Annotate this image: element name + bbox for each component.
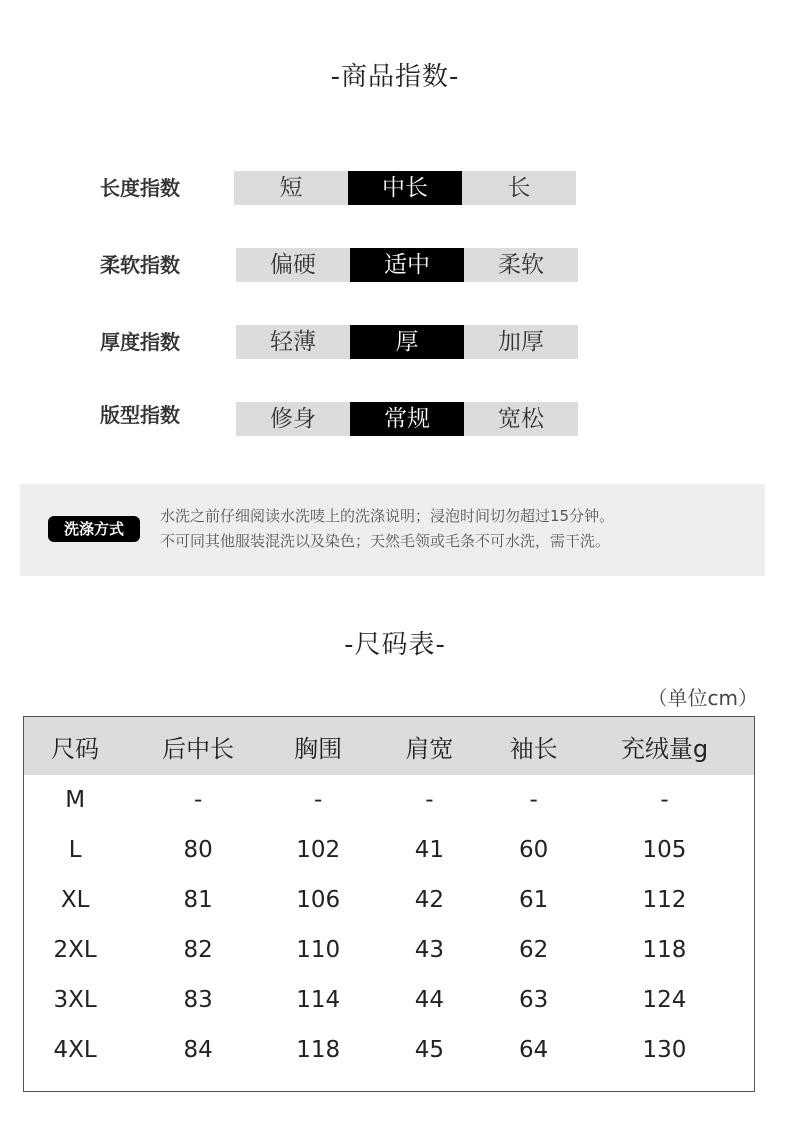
table-cell: - [425, 787, 434, 813]
table-cell: 82 [183, 937, 213, 963]
table-cell: 43 [414, 937, 444, 963]
table-row [24, 1025, 754, 1075]
fit-option-loose: 宽松 [464, 402, 578, 436]
thickness-index-scale [236, 325, 578, 359]
table-cell: 114 [296, 987, 341, 1013]
size-section-title: -尺码表- [344, 630, 446, 660]
length-index-label: 长度指数 [100, 176, 180, 200]
wash-badge: 洗涤方式 [48, 516, 140, 542]
wash-line-1: 水洗之前仔细阅读水洗唛上的洗涤说明；浸泡时间切勿超过15分钟。 [160, 507, 615, 525]
softness-index-row [0, 248, 790, 282]
table-cell: 4XL [53, 1037, 97, 1063]
table-cell: 84 [183, 1037, 213, 1063]
table-cell: 130 [642, 1037, 687, 1063]
softness-index-scale [236, 248, 578, 282]
table-cell: 105 [642, 837, 687, 863]
table-cell: - [314, 787, 323, 813]
header-chest: 胸围 [294, 734, 343, 763]
table-cell: 80 [183, 837, 213, 863]
table-row [24, 925, 754, 975]
table-cell: 63 [518, 987, 549, 1013]
table-row [24, 775, 754, 825]
length-option-short: 短 [234, 171, 348, 205]
table-cell: 45 [414, 1037, 444, 1063]
table-cell: XL [60, 887, 90, 913]
header-size: 尺码 [51, 734, 100, 763]
wash-instructions-text [160, 504, 760, 554]
size-table-header [24, 717, 754, 775]
thickness-option-thin: 轻薄 [236, 325, 350, 359]
softness-option-moderate: 适中 [350, 248, 464, 282]
fit-index-scale [236, 402, 578, 436]
table-row [24, 825, 754, 875]
table-cell: M [65, 787, 86, 813]
fit-option-slim: 修身 [236, 402, 350, 436]
softness-option-hard: 偏硬 [236, 248, 350, 282]
thickness-option-thick: 厚 [350, 325, 464, 359]
table-cell: 62 [518, 937, 549, 963]
length-index-row [0, 171, 790, 205]
header-sleeve: 袖长 [509, 734, 558, 763]
table-cell: 44 [414, 987, 444, 1013]
table-cell: 64 [518, 1037, 549, 1063]
softness-index-label: 柔软指数 [100, 253, 180, 277]
thickness-option-extra-thick: 加厚 [464, 325, 578, 359]
table-cell: 3XL [53, 987, 97, 1013]
index-section-title: -商品指数- [330, 62, 460, 92]
thickness-index-row [0, 325, 790, 359]
wash-instructions-box [20, 484, 765, 576]
table-cell: 124 [642, 987, 687, 1013]
length-index-scale [234, 171, 576, 205]
table-cell: 112 [642, 887, 687, 913]
fit-index-row [0, 400, 790, 434]
table-cell: 83 [183, 987, 213, 1013]
table-cell: 102 [296, 837, 341, 863]
header-shoulder: 肩宽 [405, 734, 454, 763]
size-table [23, 716, 755, 1092]
table-cell: 106 [296, 887, 341, 913]
table-cell: 118 [642, 937, 687, 963]
fit-option-regular: 常规 [350, 402, 464, 436]
softness-option-soft: 柔软 [464, 248, 578, 282]
table-cell: - [660, 787, 669, 813]
wash-line-2: 不可同其他服装混洗以及染色；天然毛领或毛条不可水洗，需干洗。 [160, 532, 611, 550]
thickness-index-label: 厚度指数 [100, 330, 180, 354]
table-cell: 81 [183, 887, 213, 913]
table-cell: 60 [518, 837, 549, 863]
length-option-medium: 中长 [348, 171, 462, 205]
table-cell: 118 [296, 1037, 341, 1063]
fit-index-label: 版型指数 [100, 403, 180, 427]
table-cell: 41 [414, 837, 444, 863]
table-row [24, 875, 754, 925]
table-cell: L [68, 837, 82, 863]
table-cell: - [529, 787, 538, 813]
table-cell: - [193, 787, 203, 813]
header-back-length: 后中长 [162, 734, 235, 763]
header-down-fill: 充绒量g [620, 734, 709, 763]
table-cell: 110 [296, 937, 341, 963]
table-cell: 2XL [53, 937, 97, 963]
table-cell: 42 [414, 887, 444, 913]
table-cell: 61 [518, 887, 549, 913]
table-row [24, 975, 754, 1025]
unit-label: （单位cm） [647, 686, 758, 710]
length-option-long: 长 [462, 171, 576, 205]
